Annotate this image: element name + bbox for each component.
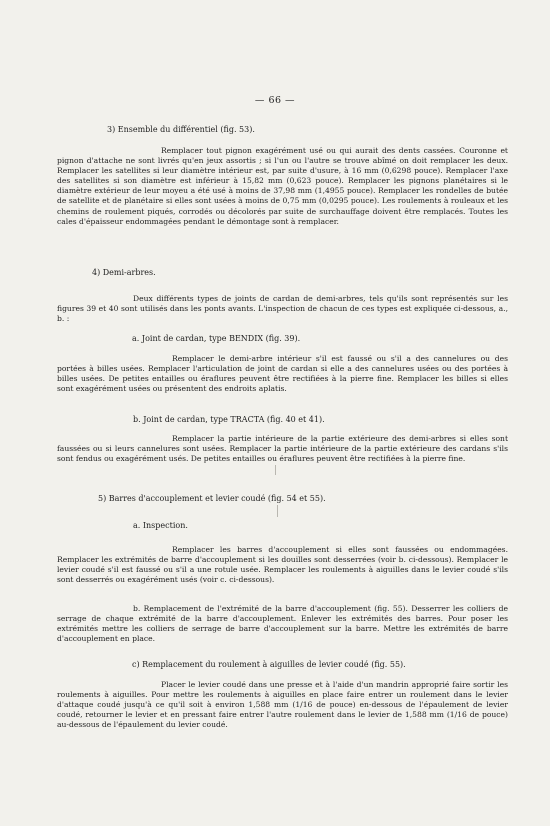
section-5b-paragraph: b. Remplacement de l'extrémité de la barre d'accouplement (fig. 55). Desserrer les colliers de serrage de chaque extrémité de la barre d'accouplement. Enlever les extrémités des barres. Pour poser les extrémités mettre les colliers de serrage de barre d'accouplement sur la barre. Mettre les extrémités de barre d'accouplement en place. [57, 604, 508, 644]
section-5c-heading: c) Remplacement du roulement à aiguilles de levier coudé (fig. 55). [132, 660, 406, 669]
section-4b-heading: b. Joint de cardan, type TRACTA (fig. 40 et 41). [133, 415, 325, 424]
section-5c-paragraph: Placer le levier coudé dans une presse et à l'aide d'un mandrin approprié faire sortir les roulements à aiguilles. Pour mettre les roulements à aiguilles en place faire entrer un roulement dans le levier d'attaque coudé jusqu'à ce qu'il soit à environ 1,588 mm (1/16 de pouce) en-dessous de l'épaulement de levier coudé, retourner le levier et en pressant faire entrer l'autre roulement dans le levier de 1,588 mm (1/16 de pouce) au-dessous de l'épaulement du levier coudé. [57, 680, 508, 730]
scan-speck [277, 505, 278, 517]
section-5-heading: 5) Barres d'accouplement et levier coudé (fig. 54 et 55). [98, 494, 326, 503]
section-4-heading: 4) Demi-arbres. [92, 268, 156, 277]
section-4a-paragraph: Remplacer le demi-arbre intérieur s'il est faussé ou s'il a des cannelures ou des portées à billes usées. Remplacer l'articulation de joint de cardan si elle a des cannelures usées ou des portées à billes usées. De petites entailles ou éraflures peuvent être rectifiées à la pierre fine. Remplacer les billes si elles sont exagérément usées ou présentent des endroits aplatis. [57, 354, 508, 394]
section-3-heading: 3) Ensemble du différentiel (fig. 53). [107, 125, 255, 134]
page-number: — 66 — [254, 95, 296, 106]
section-3-paragraph: Remplacer tout pignon exagérément usé ou qui aurait des dents cassées. Couronne et pignon d'attache ne sont livrés qu'en jeux assortis ; si l'un ou l'autre se trouve abîmé on doit remplacer les deux. Remplacer les satellites si leur diamètre intérieur est, par suite d'usure, à 16 mm (0,6298 pouce). Remplacer l'axe des satellites si son diamètre est inférieur à 15,82 mm (0,623 pouce). Remplacer les pignons planétaires si le diamètre extérieur de leur moyeu a été usé à moins de 37,98 mm (1,4955 pouce). Remplacer les rondelles de butée de satellite et de planétaire si elles sont usées à moins de 0,75 mm (0,0295 pouce). Les roulements à rouleaux et les chemins de roulement piqués, corrodés ou décolorés par suite de surchauffage doivent être remplacés. Toutes les cales d'épaisseur endommagées pendant le démontage sont à remplacer. [57, 146, 508, 226]
scan-speck [275, 465, 276, 475]
section-4a-heading: a. Joint de cardan, type BENDIX (fig. 39). [132, 334, 301, 343]
section-4b-paragraph: Remplacer la partie intérieure de la partie extérieure des demi-arbres si elles sont faussées ou si leurs cannelures sont usées. Remplacer la partie intérieure de la partie extérieure des cardans s'ils sont fendus ou exagérément usés. De petites entailles ou éraflures peuvent être rectifiées à la pierre fine. [57, 434, 508, 464]
section-4-paragraph: Deux différents types de joints de cardan de demi-arbres, tels qu'ils sont représentés sur les figures 39 et 40 sont utilisés dans les ponts avants. L'inspection de chacun de ces types est expliquée ci-dessous, a., b. : [57, 294, 508, 324]
section-5a-paragraph: Remplacer les barres d'accouplement si elles sont faussées ou endommagées. Remplacer les extrémités de barre d'accouplement si les douilles sont desserrées (voir b. ci-dessous). Remplacer le levier coudé s'il est faussé ou s'il a une rotule usée. Remplacer les roulements à aiguilles dans le levier coudé s'ils sont desserrés ou exagérément usés (voir c. ci-dessous). [57, 545, 508, 585]
section-5a-heading: a. Inspection. [133, 521, 188, 530]
